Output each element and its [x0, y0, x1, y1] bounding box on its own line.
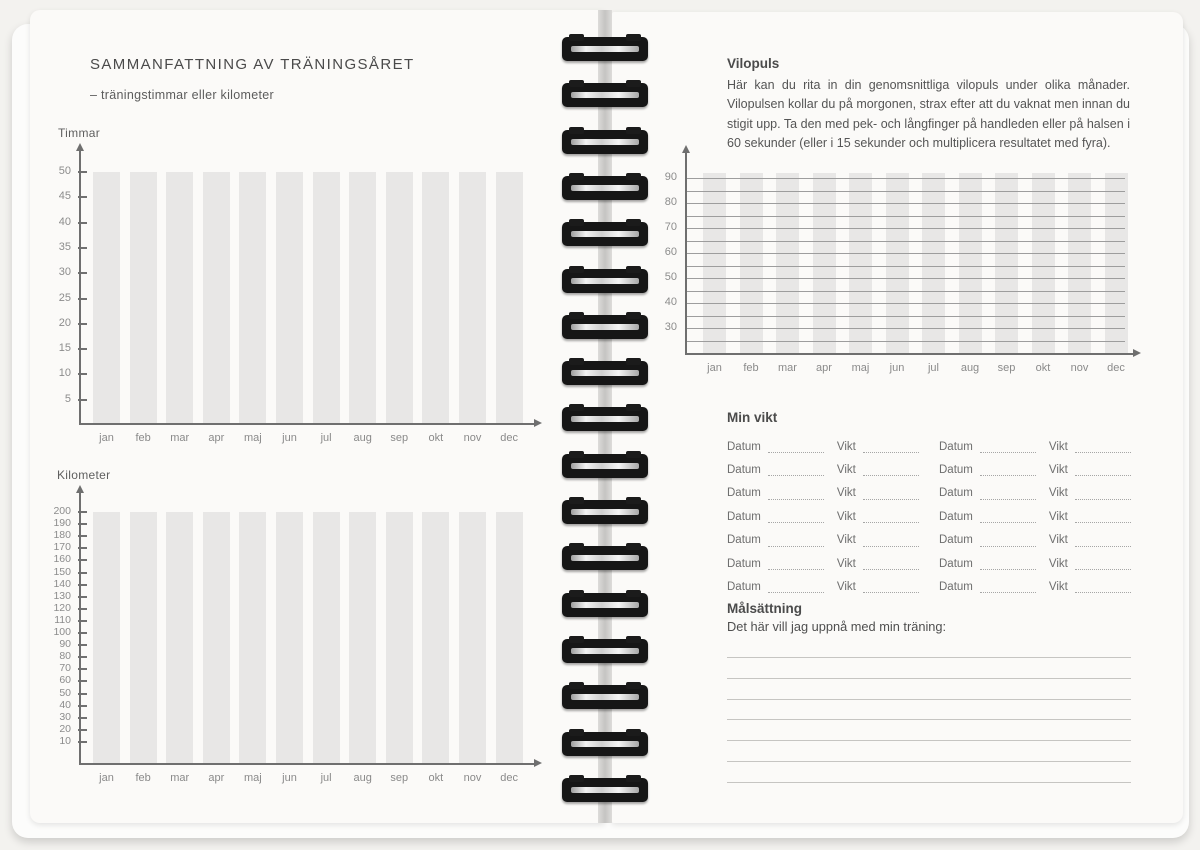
y-tick-label: 30 — [664, 321, 677, 333]
weight-log-entry — [727, 437, 919, 453]
weight-fill-in-line — [1075, 488, 1131, 500]
bar — [386, 512, 413, 765]
y-tick-label: 20 — [58, 316, 71, 329]
month-label: dec — [500, 772, 518, 784]
bar — [130, 512, 157, 765]
y-tick-label: 20 — [59, 722, 71, 735]
y-tick-label: 170 — [53, 541, 71, 554]
y-tick-label: 70 — [59, 662, 71, 675]
month-label: jul — [320, 432, 332, 444]
y-axis-arrow — [76, 143, 84, 151]
x-axis — [79, 763, 534, 765]
date-label: Datum — [939, 534, 973, 547]
bar — [496, 172, 523, 425]
y-tick-label: 130 — [53, 589, 71, 602]
page-title: SAMMANFATTNING AV TRÄNINGSÅRET — [90, 56, 415, 73]
weight-fill-in-line — [863, 488, 919, 500]
date-fill-in-line — [768, 464, 824, 476]
y-tick-label: 45 — [58, 190, 71, 203]
y-tick-label: 160 — [53, 553, 71, 566]
weight-log-row — [727, 577, 1131, 593]
bar — [313, 512, 340, 765]
month-label: jan — [99, 432, 114, 444]
date-fill-in-line — [768, 488, 824, 500]
y-tick-label: 30 — [59, 710, 71, 723]
km-axis-label: Kilometer — [57, 468, 111, 482]
bar — [386, 172, 413, 425]
ruled-line — [727, 719, 1131, 720]
bar — [422, 512, 449, 765]
bar — [276, 512, 303, 765]
y-tick-label: 60 — [59, 674, 71, 687]
weight-log-entry — [939, 507, 1131, 523]
spiral-coil — [562, 778, 648, 802]
y-tick-label: 50 — [58, 165, 71, 177]
gridline — [685, 178, 1125, 179]
month-label: jun — [282, 432, 297, 444]
weight-fill-in-line — [1075, 511, 1131, 523]
weight-label: Vikt — [836, 440, 856, 453]
x-axis — [79, 423, 534, 425]
ruled-line — [727, 782, 1131, 783]
month-label: mar — [170, 772, 190, 784]
weight-fill-in-line — [1075, 581, 1131, 593]
gridline — [685, 191, 1125, 192]
spiral-coil — [562, 176, 648, 200]
ruled-line — [727, 699, 1131, 700]
date-fill-in-line — [768, 535, 824, 547]
weight-label: Vikt — [836, 487, 856, 500]
spiral-coil — [562, 546, 648, 570]
page-subtitle: – träningstimmar eller kilometer — [90, 88, 274, 102]
hours-axis-label: Timmar — [58, 126, 101, 140]
weight-label: Vikt — [1048, 487, 1068, 500]
bar — [459, 512, 486, 765]
spiral-coil — [562, 83, 648, 107]
bar — [239, 512, 266, 765]
date-fill-in-line — [768, 441, 824, 453]
date-fill-in-line — [980, 464, 1036, 476]
y-tick-label: 5 — [64, 392, 71, 405]
month-label: jun — [282, 772, 297, 784]
y-axis-arrow — [76, 485, 84, 493]
y-tick-label: 40 — [58, 215, 71, 228]
date-label: Datum — [727, 580, 761, 593]
weight-log-row — [727, 507, 1131, 523]
y-tick-label: 110 — [54, 613, 71, 626]
bar — [349, 172, 376, 425]
weight-log-row — [727, 437, 1131, 453]
x-axis-arrow — [534, 419, 542, 427]
weight-log-entry — [727, 554, 919, 570]
bar — [166, 172, 193, 425]
malsattning-subtitle: Det här vill jag uppnå med min träning: — [727, 619, 947, 634]
y-tick-label: 50 — [59, 686, 71, 699]
right-page — [612, 12, 1183, 823]
vilopuls-description: Här kan du rita in din genomsnittliga vilopuls under olika månader. Vilopulsen kollar du på morgonen, strax efter att du vaknat men innan du stigit upp. Ta den med pek- och långfinger på handleden eller på halsen i 60 sekunder (eller i 15 sekunder och multiplicera resultatet med fyra). — [727, 78, 1130, 150]
y-axis — [79, 492, 81, 765]
left-page — [30, 10, 605, 823]
month-label: jul — [320, 772, 332, 784]
month-label: dec — [1107, 362, 1125, 374]
bar — [459, 172, 486, 425]
gridline — [685, 316, 1125, 317]
hours-chart — [58, 150, 545, 444]
month-label: okt — [1035, 362, 1051, 374]
date-fill-in-line — [980, 535, 1036, 547]
weight-fill-in-line — [1075, 464, 1131, 476]
spiral-coil — [562, 37, 648, 61]
weight-log-entry — [939, 437, 1131, 453]
month-label: aug — [353, 772, 372, 784]
weight-log-entry — [939, 460, 1131, 476]
spiral-coil — [562, 361, 648, 385]
weight-fill-in-line — [863, 558, 919, 570]
y-tick-label: 90 — [664, 171, 677, 183]
y-axis — [79, 150, 81, 425]
month-label: apr — [208, 772, 225, 784]
month-label: jan — [99, 772, 114, 784]
weight-log-row — [727, 531, 1131, 547]
date-fill-in-line — [980, 488, 1036, 500]
y-tick-label: 40 — [59, 698, 71, 711]
weight-label: Vikt — [836, 580, 856, 593]
weight-fill-in-line — [863, 581, 919, 593]
weight-fill-in-line — [863, 535, 919, 547]
month-label: mar — [170, 432, 190, 444]
gridline — [685, 266, 1125, 267]
month-label: apr — [816, 362, 832, 374]
spiral-coil — [562, 500, 648, 524]
ruled-line — [727, 657, 1131, 658]
y-tick-label: 200 — [53, 505, 71, 517]
gridline — [685, 241, 1125, 242]
spiral-coil — [562, 685, 648, 709]
gridline — [685, 228, 1125, 229]
weight-fill-in-line — [863, 511, 919, 523]
weight-fill-in-line — [1075, 441, 1131, 453]
weight-label: Vikt — [1048, 440, 1068, 453]
date-label: Datum — [727, 534, 761, 547]
date-label: Datum — [727, 510, 761, 523]
gridline — [685, 291, 1125, 292]
weight-log-row — [727, 554, 1131, 570]
date-label: Datum — [727, 557, 761, 570]
spiral-coil — [562, 269, 648, 293]
weight-log-entry — [939, 531, 1131, 547]
y-tick-label: 80 — [664, 196, 677, 208]
date-label: Datum — [727, 463, 761, 476]
date-fill-in-line — [768, 558, 824, 570]
month-label: apr — [208, 432, 225, 444]
month-label: okt — [428, 432, 444, 444]
date-label: Datum — [939, 463, 973, 476]
bar — [203, 512, 230, 765]
month-label: dec — [500, 432, 518, 444]
weight-label: Vikt — [1048, 534, 1068, 547]
month-label: sep — [390, 772, 409, 784]
month-label: aug — [960, 362, 980, 374]
gridline — [685, 341, 1125, 342]
spiral-coil — [562, 222, 648, 246]
spiral-coil — [562, 407, 648, 431]
y-axis — [685, 152, 687, 355]
weight-log-entry — [727, 507, 919, 523]
weight-fill-in-line — [863, 464, 919, 476]
weight-log-row — [727, 484, 1131, 500]
month-label: jan — [707, 362, 722, 374]
month-label: jul — [927, 362, 940, 374]
gridline — [685, 278, 1125, 279]
date-label: Datum — [939, 510, 973, 523]
y-tick-label: 35 — [58, 240, 71, 253]
malsattning-title: Målsättning — [727, 601, 803, 616]
x-axis-arrow — [1133, 349, 1141, 357]
date-fill-in-line — [980, 558, 1036, 570]
weight-log-entry — [939, 554, 1131, 570]
y-tick-label: 180 — [53, 529, 71, 542]
spiral-coil — [562, 732, 648, 756]
bar — [422, 172, 449, 425]
y-tick-label: 50 — [664, 271, 677, 283]
date-label: Datum — [939, 440, 973, 453]
weight-log-row — [727, 460, 1131, 476]
month-label: feb — [135, 432, 151, 444]
y-tick-label: 60 — [664, 246, 677, 258]
ruled-line — [727, 678, 1131, 679]
weight-label: Vikt — [836, 557, 856, 570]
month-label: aug — [353, 432, 372, 444]
y-tick-label: 90 — [59, 638, 71, 651]
date-fill-in-line — [768, 581, 824, 593]
weight-log-entry — [727, 531, 919, 547]
x-axis — [685, 353, 1133, 355]
bar — [203, 172, 230, 425]
y-tick-label: 40 — [664, 296, 677, 308]
weight-fill-in-line — [1075, 535, 1131, 547]
y-tick-label: 140 — [53, 577, 71, 590]
y-tick-label: 190 — [53, 517, 71, 530]
weight-log-entry — [727, 577, 919, 593]
weight-label: Vikt — [1048, 510, 1068, 523]
spiral-coil — [562, 454, 648, 478]
month-label: maj — [244, 432, 262, 444]
month-label: mar — [778, 362, 797, 374]
bar — [276, 172, 303, 425]
month-label: nov — [463, 772, 482, 784]
gridline — [685, 328, 1125, 329]
y-tick-label: 10 — [59, 734, 71, 747]
ruled-line — [727, 740, 1131, 741]
bar — [313, 172, 340, 425]
y-tick-label: 30 — [58, 266, 71, 279]
date-fill-in-line — [980, 581, 1036, 593]
kilometer-chart — [53, 492, 545, 784]
gridline — [685, 203, 1125, 204]
bar — [349, 512, 376, 765]
y-tick-label: 80 — [59, 650, 71, 663]
weight-label: Vikt — [1048, 463, 1068, 476]
month-label: nov — [1070, 362, 1089, 374]
date-label: Datum — [727, 440, 761, 453]
bar — [93, 172, 120, 425]
weight-label: Vikt — [1048, 580, 1068, 593]
weight-label: Vikt — [836, 510, 856, 523]
date-fill-in-line — [980, 441, 1036, 453]
month-label: okt — [428, 772, 444, 784]
date-label: Datum — [939, 487, 973, 500]
weight-log-entry — [939, 484, 1131, 500]
weight-label: Vikt — [836, 534, 856, 547]
x-axis-arrow — [534, 759, 542, 767]
gridline — [685, 253, 1125, 254]
month-label: feb — [743, 362, 759, 374]
month-label: sep — [997, 362, 1016, 374]
y-tick-label: 10 — [58, 367, 71, 380]
gridline — [685, 303, 1125, 304]
month-label: sep — [390, 432, 409, 444]
date-fill-in-line — [768, 511, 824, 523]
y-tick-label: 25 — [58, 291, 71, 304]
y-tick-label: 15 — [58, 342, 71, 355]
weight-label: Vikt — [836, 463, 856, 476]
y-axis-arrow — [682, 145, 690, 153]
spiral-coil — [562, 315, 648, 339]
vilopuls-title: Vilopuls — [727, 56, 780, 71]
y-tick-label: 100 — [53, 626, 71, 638]
spiral-coil — [562, 130, 648, 154]
date-label: Datum — [939, 580, 973, 593]
y-tick-label: 120 — [53, 601, 71, 614]
weight-log-entry — [727, 460, 919, 476]
weight-log-entry — [727, 484, 919, 500]
vilopuls-chart — [664, 152, 1137, 374]
weight-fill-in-line — [1075, 558, 1131, 570]
bar — [239, 172, 266, 425]
month-label: maj — [851, 362, 870, 374]
month-label: feb — [135, 772, 151, 784]
date-label: Datum — [727, 487, 761, 500]
bar — [130, 172, 157, 425]
spiral-coil — [562, 639, 648, 663]
y-tick-label: 70 — [664, 221, 677, 233]
weight-label: Vikt — [1048, 557, 1068, 570]
month-label: maj — [244, 772, 262, 784]
month-label: nov — [463, 432, 482, 444]
bar — [166, 512, 193, 765]
ruled-line — [727, 761, 1131, 762]
date-label: Datum — [939, 557, 973, 570]
min-vikt-title: Min vikt — [727, 410, 778, 425]
bar — [496, 512, 523, 765]
bar — [93, 512, 120, 765]
gridline — [685, 216, 1125, 217]
y-tick-label: 150 — [53, 565, 71, 578]
spiral-coil — [562, 593, 648, 617]
date-fill-in-line — [980, 511, 1036, 523]
month-label: jun — [889, 362, 905, 374]
weight-fill-in-line — [863, 441, 919, 453]
weight-log-entry — [939, 577, 1131, 593]
